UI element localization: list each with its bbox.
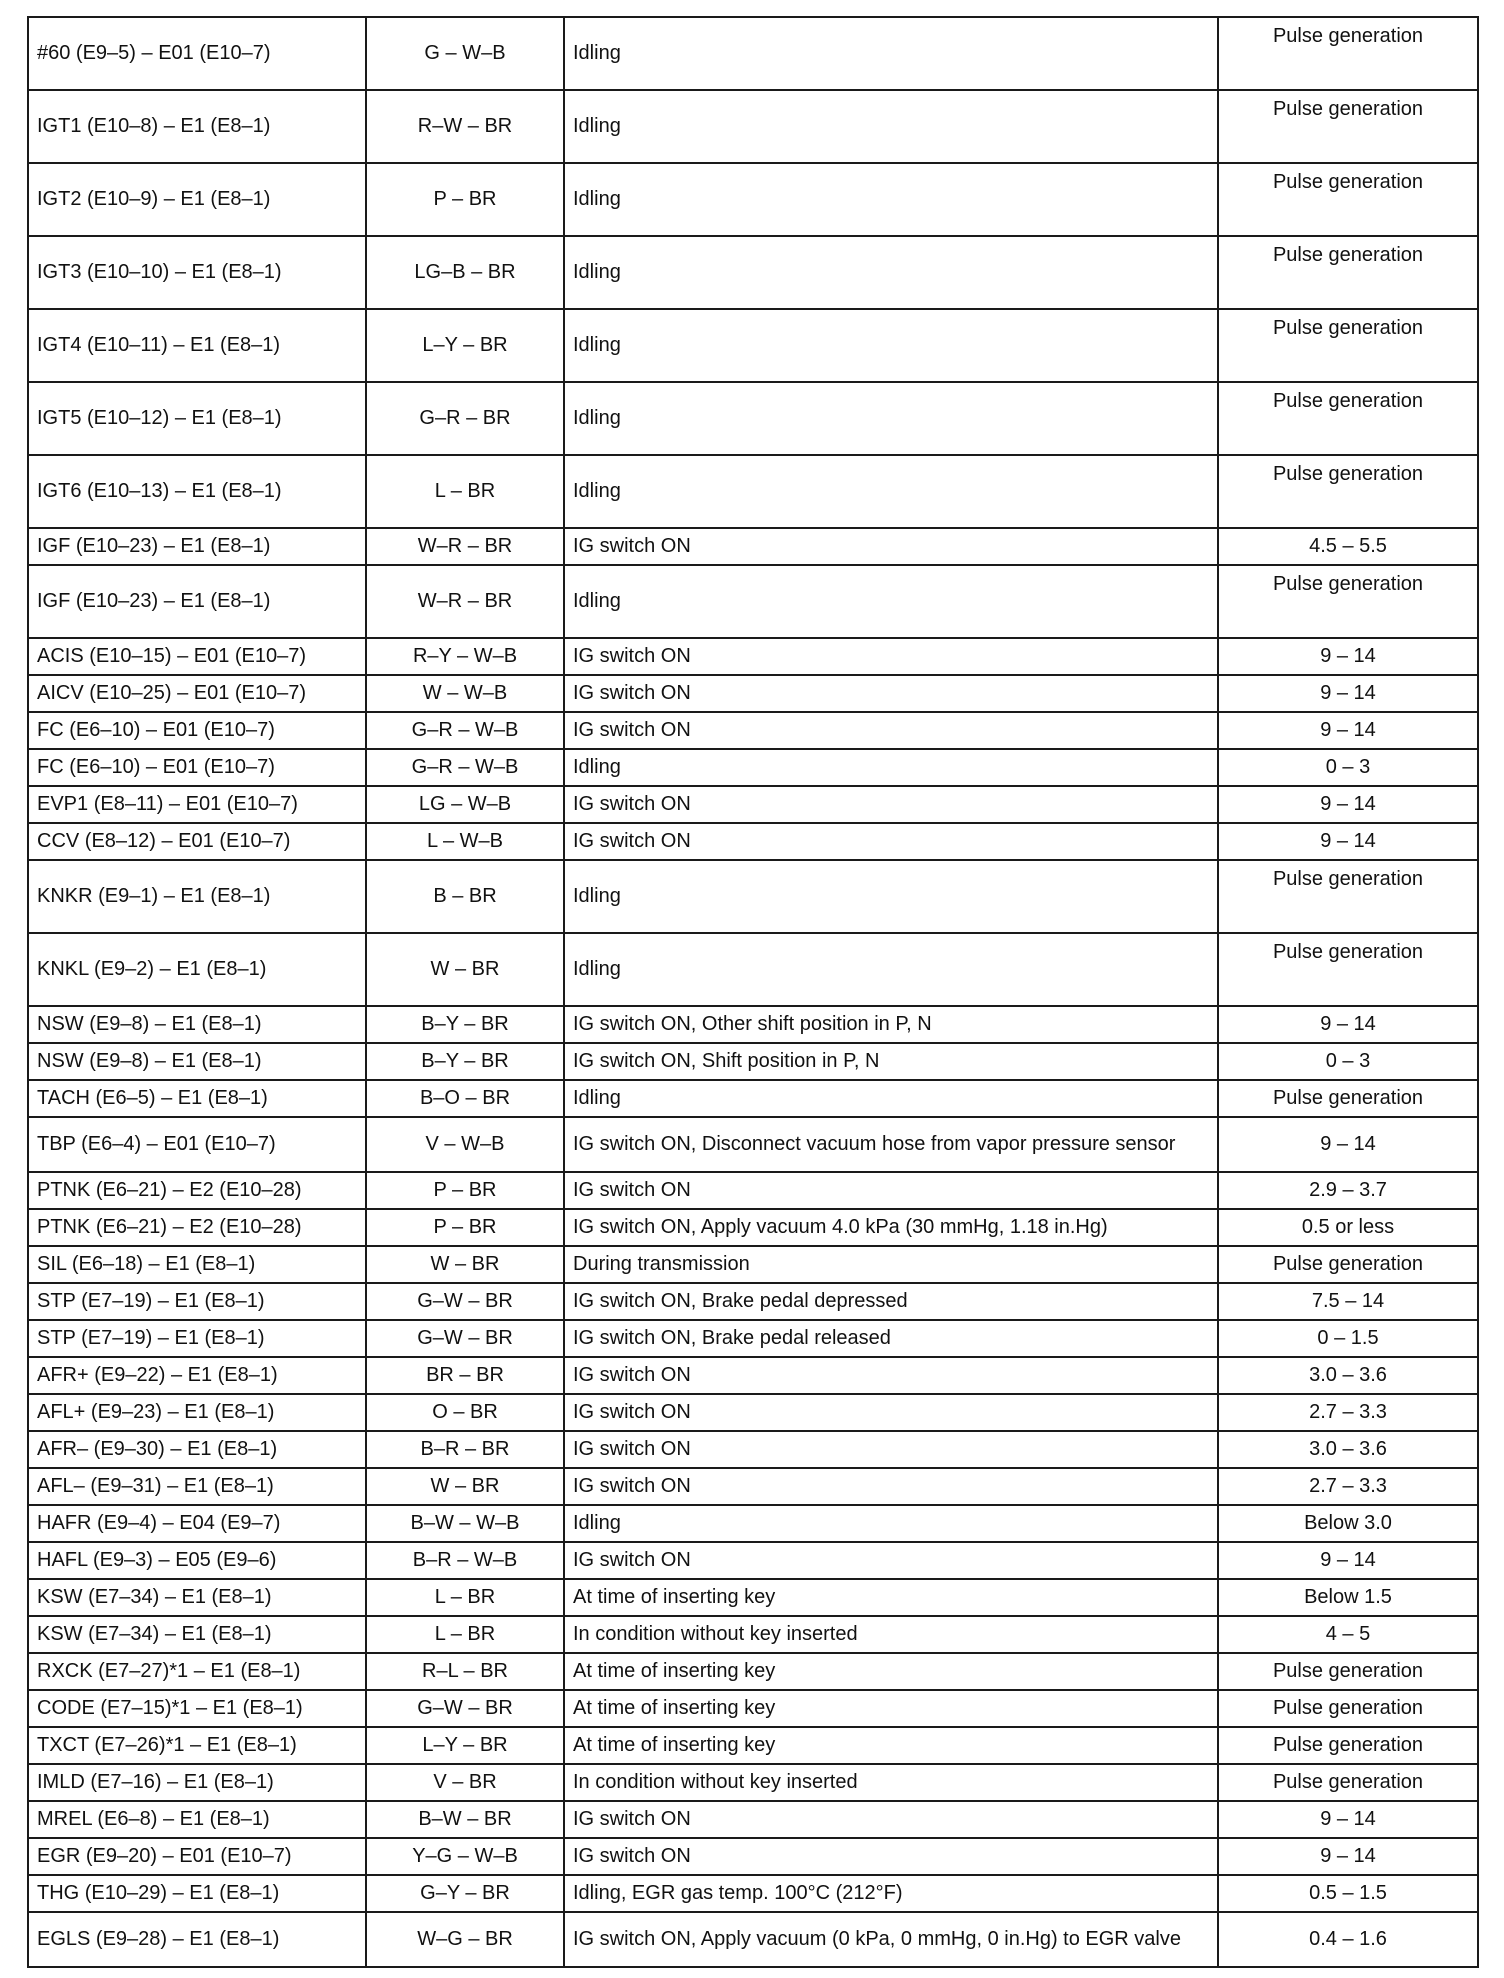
table-row	[28, 565, 1478, 638]
terminal-cell: TBP (E6–4) – E01 (E10–7)	[28, 1117, 366, 1172]
specified-condition-cell: Pulse generation	[1218, 1246, 1478, 1283]
condition-cell: IG switch ON	[564, 1801, 1218, 1838]
wiring-color-cell: G – W–B	[366, 17, 564, 90]
condition-cell: IG switch ON, Disconnect vacuum hose from vapor pressure sensor	[564, 1117, 1218, 1172]
table-row	[28, 1357, 1478, 1394]
specified-condition-cell: 0.5 – 1.5	[1218, 1875, 1478, 1912]
terminal-cell: CODE (E7–15)*1 – E1 (E8–1)	[28, 1690, 366, 1727]
specified-condition-cell: Pulse generation	[1218, 933, 1478, 1006]
terminal-cell: IGT5 (E10–12) – E1 (E8–1)	[28, 382, 366, 455]
table-row	[28, 1912, 1478, 1967]
table-row	[28, 382, 1478, 455]
condition-cell: Idling	[564, 309, 1218, 382]
table-row	[28, 1616, 1478, 1653]
table-row	[28, 1320, 1478, 1357]
terminal-cell: NSW (E9–8) – E1 (E8–1)	[28, 1006, 366, 1043]
condition-cell: Idling, EGR gas temp. 100°C (212°F)	[564, 1875, 1218, 1912]
condition-cell: IG switch ON	[564, 1542, 1218, 1579]
wiring-color-cell: B–Y – BR	[366, 1043, 564, 1080]
table-row	[28, 1801, 1478, 1838]
table-row	[28, 1117, 1478, 1172]
wiring-color-cell: G–R – BR	[366, 382, 564, 455]
wiring-color-cell: B–O – BR	[366, 1080, 564, 1117]
terminal-cell: THG (E10–29) – E1 (E8–1)	[28, 1875, 366, 1912]
terminal-cell: SIL (E6–18) – E1 (E8–1)	[28, 1246, 366, 1283]
terminal-cell: STP (E7–19) – E1 (E8–1)	[28, 1320, 366, 1357]
specified-condition-cell: 9 – 14	[1218, 638, 1478, 675]
table-row	[28, 455, 1478, 528]
wiring-color-cell: L–Y – BR	[366, 309, 564, 382]
specified-condition-cell: Pulse generation	[1218, 17, 1478, 90]
table-row	[28, 1043, 1478, 1080]
condition-cell: Idling	[564, 236, 1218, 309]
wiring-color-cell: B–Y – BR	[366, 1006, 564, 1043]
specified-condition-cell: 0.5 or less	[1218, 1209, 1478, 1246]
specified-condition-cell: 4.5 – 5.5	[1218, 528, 1478, 565]
terminal-cell: IGT2 (E10–9) – E1 (E8–1)	[28, 163, 366, 236]
specified-condition-cell: 9 – 14	[1218, 1838, 1478, 1875]
wiring-color-cell: R–L – BR	[366, 1653, 564, 1690]
condition-cell: IG switch ON	[564, 1431, 1218, 1468]
terminal-cell: EVP1 (E8–11) – E01 (E10–7)	[28, 786, 366, 823]
condition-cell: IG switch ON	[564, 1394, 1218, 1431]
table-row	[28, 749, 1478, 786]
specified-condition-cell: 3.0 – 3.6	[1218, 1357, 1478, 1394]
specified-condition-cell: Pulse generation	[1218, 309, 1478, 382]
condition-cell: In condition without key inserted	[564, 1764, 1218, 1801]
condition-cell: Idling	[564, 455, 1218, 528]
wiring-color-cell: W–R – BR	[366, 528, 564, 565]
table-row	[28, 1431, 1478, 1468]
condition-cell: Idling	[564, 749, 1218, 786]
specified-condition-cell: 0.4 – 1.6	[1218, 1912, 1478, 1967]
terminal-cell: IMLD (E7–16) – E1 (E8–1)	[28, 1764, 366, 1801]
wiring-color-cell: W – BR	[366, 933, 564, 1006]
terminal-cell: IGF (E10–23) – E1 (E8–1)	[28, 528, 366, 565]
terminal-cell: KSW (E7–34) – E1 (E8–1)	[28, 1616, 366, 1653]
terminal-cell: NSW (E9–8) – E1 (E8–1)	[28, 1043, 366, 1080]
terminal-cell: RXCK (E7–27)*1 – E1 (E8–1)	[28, 1653, 366, 1690]
condition-cell: IG switch ON	[564, 675, 1218, 712]
table-row	[28, 309, 1478, 382]
wiring-color-cell: V – BR	[366, 1764, 564, 1801]
terminal-cell: IGT6 (E10–13) – E1 (E8–1)	[28, 455, 366, 528]
wiring-color-cell: R–Y – W–B	[366, 638, 564, 675]
table-row	[28, 236, 1478, 309]
specified-condition-cell: 9 – 14	[1218, 1801, 1478, 1838]
table-row	[28, 1542, 1478, 1579]
specified-condition-cell: Below 3.0	[1218, 1505, 1478, 1542]
table-row	[28, 163, 1478, 236]
specified-condition-cell: Pulse generation	[1218, 455, 1478, 528]
condition-cell: IG switch ON, Apply vacuum (0 kPa, 0 mmHg, 0 in.Hg) to EGR valve	[564, 1912, 1218, 1967]
wiring-color-cell: G–Y – BR	[366, 1875, 564, 1912]
condition-cell: IG switch ON, Brake pedal depressed	[564, 1283, 1218, 1320]
table-row	[28, 675, 1478, 712]
specified-condition-cell: 9 – 14	[1218, 675, 1478, 712]
wiring-color-cell: G–R – W–B	[366, 712, 564, 749]
wiring-color-cell: B–R – BR	[366, 1431, 564, 1468]
specified-condition-cell: Pulse generation	[1218, 236, 1478, 309]
table-row	[28, 712, 1478, 749]
condition-cell: IG switch ON	[564, 786, 1218, 823]
specified-condition-cell: Pulse generation	[1218, 90, 1478, 163]
wiring-color-cell: L – BR	[366, 455, 564, 528]
condition-cell: Idling	[564, 90, 1218, 163]
wiring-color-cell: Y–G – W–B	[366, 1838, 564, 1875]
condition-cell: Idling	[564, 1080, 1218, 1117]
specified-condition-cell: Pulse generation	[1218, 382, 1478, 455]
wiring-color-cell: L–Y – BR	[366, 1727, 564, 1764]
wiring-color-cell: LG–B – BR	[366, 236, 564, 309]
specified-condition-cell: 2.7 – 3.3	[1218, 1394, 1478, 1431]
specified-condition-cell: Pulse generation	[1218, 565, 1478, 638]
table-row	[28, 860, 1478, 933]
condition-cell: IG switch ON, Brake pedal released	[564, 1320, 1218, 1357]
specified-condition-cell: 0 – 3	[1218, 1043, 1478, 1080]
terminal-cell: MREL (E6–8) – E1 (E8–1)	[28, 1801, 366, 1838]
terminal-cell: CCV (E8–12) – E01 (E10–7)	[28, 823, 366, 860]
terminal-cell: #60 (E9–5) – E01 (E10–7)	[28, 17, 366, 90]
terminal-cell: KNKR (E9–1) – E1 (E8–1)	[28, 860, 366, 933]
table-row	[28, 1080, 1478, 1117]
terminal-cell: EGR (E9–20) – E01 (E10–7)	[28, 1838, 366, 1875]
table-row	[28, 1505, 1478, 1542]
terminal-cell: ACIS (E10–15) – E01 (E10–7)	[28, 638, 366, 675]
table-row	[28, 1006, 1478, 1043]
table-wrapper	[27, 16, 1477, 1968]
wiring-color-cell: G–W – BR	[366, 1283, 564, 1320]
wiring-color-cell: W–G – BR	[366, 1912, 564, 1967]
terminal-cell: TXCT (E7–26)*1 – E1 (E8–1)	[28, 1727, 366, 1764]
condition-cell: Idling	[564, 933, 1218, 1006]
wiring-color-cell: P – BR	[366, 1172, 564, 1209]
terminal-cell: PTNK (E6–21) – E2 (E10–28)	[28, 1209, 366, 1246]
specified-condition-cell: 9 – 14	[1218, 786, 1478, 823]
terminal-cell: STP (E7–19) – E1 (E8–1)	[28, 1283, 366, 1320]
specified-condition-cell: 9 – 14	[1218, 1117, 1478, 1172]
condition-cell: IG switch ON	[564, 638, 1218, 675]
specified-condition-cell: 4 – 5	[1218, 1616, 1478, 1653]
table-row	[28, 1764, 1478, 1801]
specified-condition-cell: Pulse generation	[1218, 1727, 1478, 1764]
wiring-color-cell: B–W – BR	[366, 1801, 564, 1838]
wiring-color-cell: W – W–B	[366, 675, 564, 712]
terminal-cell: IGT1 (E10–8) – E1 (E8–1)	[28, 90, 366, 163]
table-row	[28, 638, 1478, 675]
terminal-cell: AFL– (E9–31) – E1 (E8–1)	[28, 1468, 366, 1505]
table-row	[28, 1209, 1478, 1246]
table-row	[28, 933, 1478, 1006]
wiring-color-cell: W – BR	[366, 1246, 564, 1283]
wiring-color-cell: BR – BR	[366, 1357, 564, 1394]
specified-condition-cell: 0 – 1.5	[1218, 1320, 1478, 1357]
specified-condition-cell: 2.7 – 3.3	[1218, 1468, 1478, 1505]
table-row	[28, 90, 1478, 163]
terminal-cell: KSW (E7–34) – E1 (E8–1)	[28, 1579, 366, 1616]
condition-cell: IG switch ON	[564, 1838, 1218, 1875]
terminal-cell: IGT3 (E10–10) – E1 (E8–1)	[28, 236, 366, 309]
table-row	[28, 1246, 1478, 1283]
condition-cell: At time of inserting key	[564, 1727, 1218, 1764]
specified-condition-cell: 0 – 3	[1218, 749, 1478, 786]
table-row	[28, 1283, 1478, 1320]
terminal-cell: HAFL (E9–3) – E05 (E9–6)	[28, 1542, 366, 1579]
condition-cell: IG switch ON, Other shift position in P, N	[564, 1006, 1218, 1043]
wiring-color-cell: B – BR	[366, 860, 564, 933]
condition-cell: Idling	[564, 382, 1218, 455]
wiring-color-cell: B–W – W–B	[366, 1505, 564, 1542]
wiring-color-cell: L – BR	[366, 1616, 564, 1653]
condition-cell: IG switch ON	[564, 1357, 1218, 1394]
wiring-color-cell: P – BR	[366, 1209, 564, 1246]
terminal-cell: KNKL (E9–2) – E1 (E8–1)	[28, 933, 366, 1006]
table-row	[28, 528, 1478, 565]
condition-cell: IG switch ON	[564, 528, 1218, 565]
specified-condition-cell: Pulse generation	[1218, 163, 1478, 236]
condition-cell: During transmission	[564, 1246, 1218, 1283]
specified-condition-cell: 2.9 – 3.7	[1218, 1172, 1478, 1209]
condition-cell: At time of inserting key	[564, 1653, 1218, 1690]
table-row	[28, 1172, 1478, 1209]
wiring-color-cell: LG – W–B	[366, 786, 564, 823]
terminal-cell: IGF (E10–23) – E1 (E8–1)	[28, 565, 366, 638]
wiring-color-cell: L – W–B	[366, 823, 564, 860]
terminal-cell: PTNK (E6–21) – E2 (E10–28)	[28, 1172, 366, 1209]
terminal-cell: EGLS (E9–28) – E1 (E8–1)	[28, 1912, 366, 1967]
specified-condition-cell: 9 – 14	[1218, 712, 1478, 749]
terminal-cell: TACH (E6–5) – E1 (E8–1)	[28, 1080, 366, 1117]
condition-cell: Idling	[564, 17, 1218, 90]
specified-condition-cell: 3.0 – 3.6	[1218, 1431, 1478, 1468]
specified-condition-cell: 9 – 14	[1218, 1006, 1478, 1043]
wiring-color-cell: G–W – BR	[366, 1690, 564, 1727]
condition-cell: In condition without key inserted	[564, 1616, 1218, 1653]
table-row	[28, 1579, 1478, 1616]
specified-condition-cell: Pulse generation	[1218, 1080, 1478, 1117]
terminal-cell: AFR+ (E9–22) – E1 (E8–1)	[28, 1357, 366, 1394]
wiring-color-cell: V – W–B	[366, 1117, 564, 1172]
specified-condition-cell: 9 – 14	[1218, 823, 1478, 860]
terminal-cell: AFR– (E9–30) – E1 (E8–1)	[28, 1431, 366, 1468]
wiring-color-cell: G–R – W–B	[366, 749, 564, 786]
condition-cell: Idling	[564, 860, 1218, 933]
terminal-cell: IGT4 (E10–11) – E1 (E8–1)	[28, 309, 366, 382]
wiring-color-cell: W–R – BR	[366, 565, 564, 638]
table-row	[28, 1838, 1478, 1875]
condition-cell: Idling	[564, 1505, 1218, 1542]
table-row	[28, 1690, 1478, 1727]
terminal-cell: FC (E6–10) – E01 (E10–7)	[28, 749, 366, 786]
table-row	[28, 1394, 1478, 1431]
terminal-cell: HAFR (E9–4) – E04 (E9–7)	[28, 1505, 366, 1542]
table-row	[28, 786, 1478, 823]
condition-cell: IG switch ON	[564, 712, 1218, 749]
table-row	[28, 1727, 1478, 1764]
condition-cell: At time of inserting key	[564, 1690, 1218, 1727]
wiring-color-cell: G–W – BR	[366, 1320, 564, 1357]
table-row	[28, 823, 1478, 860]
wiring-color-cell: P – BR	[366, 163, 564, 236]
wiring-color-cell: R–W – BR	[366, 90, 564, 163]
condition-cell: IG switch ON, Apply vacuum 4.0 kPa (30 mmHg, 1.18 in.Hg)	[564, 1209, 1218, 1246]
specified-condition-cell: Below 1.5	[1218, 1579, 1478, 1616]
condition-cell: IG switch ON, Shift position in P, N	[564, 1043, 1218, 1080]
specified-condition-cell: Pulse generation	[1218, 1690, 1478, 1727]
wiring-color-cell: W – BR	[366, 1468, 564, 1505]
table-row	[28, 1875, 1478, 1912]
specified-condition-cell: 7.5 – 14	[1218, 1283, 1478, 1320]
condition-cell: Idling	[564, 163, 1218, 236]
terminal-cell: AICV (E10–25) – E01 (E10–7)	[28, 675, 366, 712]
table-body	[28, 17, 1478, 1967]
wiring-color-cell: L – BR	[366, 1579, 564, 1616]
specified-condition-cell: Pulse generation	[1218, 1653, 1478, 1690]
condition-cell: IG switch ON	[564, 1172, 1218, 1209]
specified-condition-cell: Pulse generation	[1218, 1764, 1478, 1801]
table-row	[28, 1468, 1478, 1505]
ecu-terminal-voltage-table	[27, 16, 1479, 1968]
terminal-cell: FC (E6–10) – E01 (E10–7)	[28, 712, 366, 749]
table-row	[28, 17, 1478, 90]
condition-cell: IG switch ON	[564, 823, 1218, 860]
condition-cell: IG switch ON	[564, 1468, 1218, 1505]
table-row	[28, 1653, 1478, 1690]
specified-condition-cell: Pulse generation	[1218, 860, 1478, 933]
wiring-color-cell: B–R – W–B	[366, 1542, 564, 1579]
terminal-cell: AFL+ (E9–23) – E1 (E8–1)	[28, 1394, 366, 1431]
condition-cell: At time of inserting key	[564, 1579, 1218, 1616]
specified-condition-cell: 9 – 14	[1218, 1542, 1478, 1579]
wiring-color-cell: O – BR	[366, 1394, 564, 1431]
condition-cell: Idling	[564, 565, 1218, 638]
